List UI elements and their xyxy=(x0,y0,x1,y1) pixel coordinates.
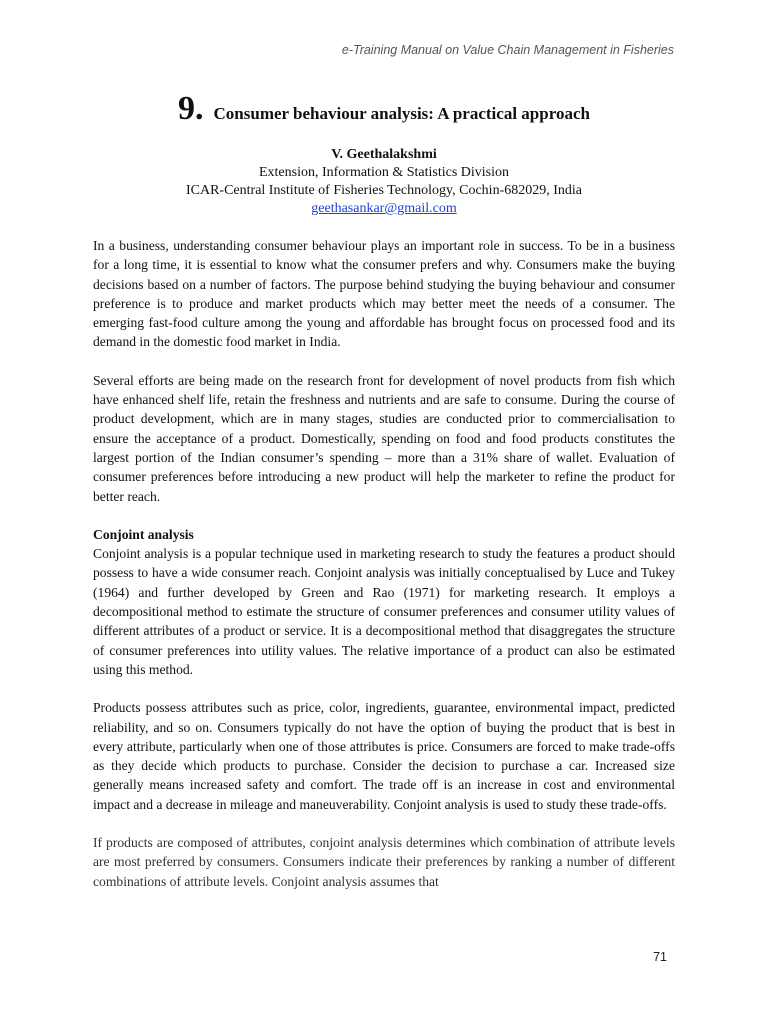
page-number: 71 xyxy=(653,950,667,964)
author-email-link[interactable]: geethasankar@gmail.com xyxy=(311,201,457,216)
author-institute: ICAR-Central Institute of Fisheries Technology, Cochin-682029, India xyxy=(185,183,582,198)
author-name: V. Geethalakshmi xyxy=(331,147,437,162)
paragraph: Several efforts are being made on the research front for development of novel products from fish which have enhanced shelf life, retain the freshness and nutrients and are safe to consume. During the course of product development, which are in many stages, studies are conducted prior to commercialisation to ensure the acceptance of a product. Domestically, spending on food and food products constitutes the largest portion of the Indian consumer’s spending – more than a 31% share of wallet. Evaluation of consumer preferences before introducing a new product will help the marketer to refine the product for better reach. xyxy=(93,372,675,504)
body-text xyxy=(93,236,675,910)
byline xyxy=(0,146,768,218)
chapter-title-row xyxy=(0,90,768,128)
paragraph: In a business, understanding consumer behaviour plays an important role in success. To be in a business for a long time, it is essential to know what the consumer prefers and why. Consumers make the buying decisions based on a number of factors. The purpose behind studying the buying behaviour and consumer preference is to produce and market products which may better meet the needs of a consumer. The emerging fast-food culture among the young and affordable has brought focus on processed food and its demand in the domestic food market in India. xyxy=(93,238,675,350)
paragraph: If products are composed of attributes, conjoint analysis determines which combination of attribute levels are most preferred by consumers. Consumers indicate their preferences by ranking a number of different combinations of attribute levels. Conjoint analysis assumes that xyxy=(93,835,675,889)
author-division: Extension, Information & Statistics Division xyxy=(258,165,510,180)
chapter-number: 9. xyxy=(178,90,204,127)
paragraph: Conjoint analysis is a popular technique used in marketing research to study the features a product should possess to have a wide consumer reach. Conjoint analysis was initially conceptualised by Luce and Tukey (1964) and further developed by Green and Rao (1971) for marketing research. It employs a decompositional method to estimate the structure of consumer preferences and consumer utility values of different attributes of a product or service. It is a decompositional method that disaggregates the structure of consumer preferences into utility values. The relative importance of a product can also be estimated using this method. xyxy=(93,546,675,677)
chapter-title: Consumer behaviour analysis: A practical approach xyxy=(213,104,590,123)
paragraph: Products possess attributes such as price, color, ingredients, guarantee, environmental impact, predicted reliability, and so on. Consumers typically do not have the option of buying the product that is best in every attribute, particularly when one of those attributes is price. Consumers are forced to make trade-offs as they decide which products to purchase. Consider the decision to purchase a car. Increased size generally means increased safety and comfort. The trade off is an increase in cost and environmental impact and a decrease in mileage and maneuverability. Conjoint analysis is used to study these trade-offs. xyxy=(93,700,675,812)
section-heading: Conjoint analysis xyxy=(93,526,194,542)
running-header: e-Training Manual on Value Chain Management in Fisheries xyxy=(341,43,674,57)
section-conjoint xyxy=(93,525,675,679)
